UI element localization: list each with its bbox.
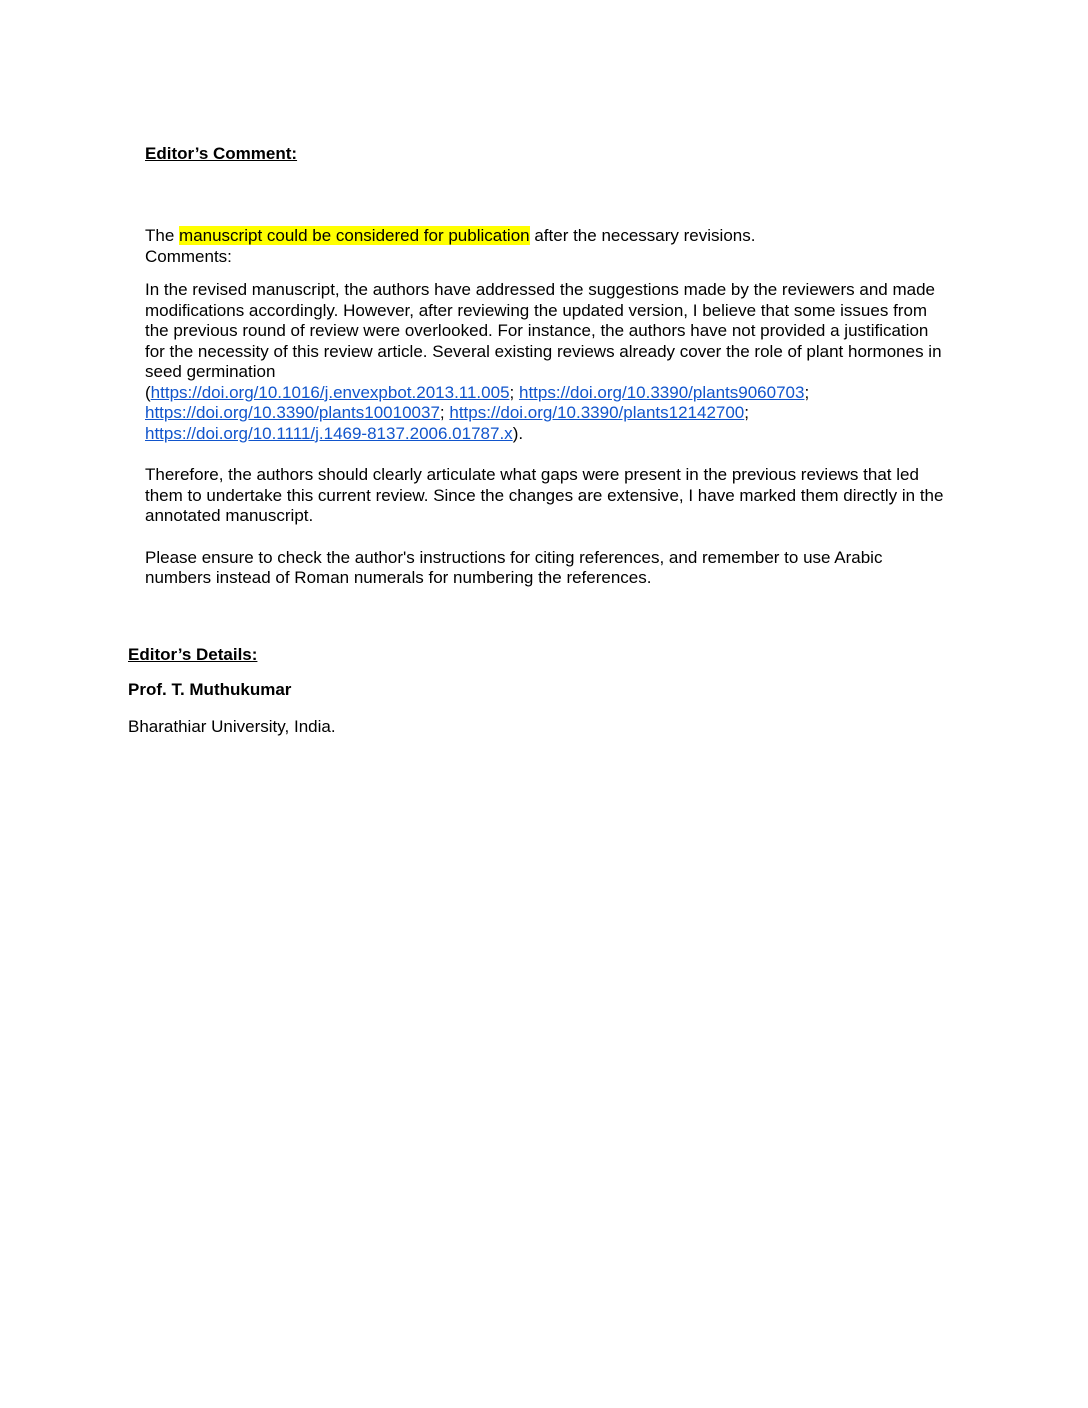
paragraph-gaps: Therefore, the authors should clearly articulate what gaps were present in the previous reviews that led them to undertake this current review. Since the changes are extensive, I have marked them directly in the annotated manuscript. (145, 465, 944, 525)
paragraph-1-text: In the revised manuscript, the authors have addressed the suggestions made by the reviewers and made modifications accordingly. However, after reviewing the updated version, I believe that some issues from the previous round of review were overlooked. For instance, the authors have not provided a justification for the necessity of this review article. Several existing reviews already cover the role of plant hormones in seed germination (145, 280, 942, 381)
reference-link-5[interactable]: https://doi.org/10.1111/j.1469-8137.2006.01787.x (145, 423, 513, 443)
reference-link-2[interactable]: https://doi.org/10.3390/plants9060703 (518, 382, 805, 402)
intro-line (145, 226, 960, 247)
reference-link-4[interactable]: https://doi.org/10.3390/plants12142700 (449, 403, 745, 422)
comments-label: Comments: (145, 246, 232, 266)
editor-comment-body (145, 226, 960, 589)
reference-link-1[interactable]: https://doi.org/10.1016/j.envexpbot.2013.11.005 (150, 382, 510, 402)
reference-link-3[interactable]: https://doi.org/10.3390/plants10010037 (145, 403, 440, 422)
highlighted-text: manuscript could be considered for publication (179, 226, 530, 245)
intro-after: after the necessary revisions. (529, 226, 756, 245)
intro-before: The (145, 226, 180, 245)
paragraph-justification: In the revised manuscript, the authors have addressed the suggestions made by the reviewers and made modifications accordingly. However, after reviewing the updated version, I believe that some issues from the previous round of review were overlooked. For instance, the authors have not provided a justification for the necessity of this review article. Several existing reviews already cover the role of plant hormones in seed germination (https://doi.org/10.1016/j.envexpbot.2013.11.005; https://doi.org/10.3390/plants9060703; https://doi.org/10.3390/plants10010037; https://doi.org/10.3390/plants12142700; https://doi.org/10.1111/j.1469-8137.2006.01787.x). (145, 280, 942, 443)
editor-name: Prof. T. Muthukumar (128, 680, 292, 699)
editor-affiliation: Bharathiar University, India. (128, 717, 336, 736)
editor-comment-heading: Editor’s Comment: (145, 144, 298, 163)
editor-details-heading: Editor’s Details: (128, 645, 258, 664)
paragraph-references-format: Please ensure to check the author's instructions for citing references, and remember to use Arabic numbers instead of Roman numerals for numbering the references. (145, 547, 883, 587)
